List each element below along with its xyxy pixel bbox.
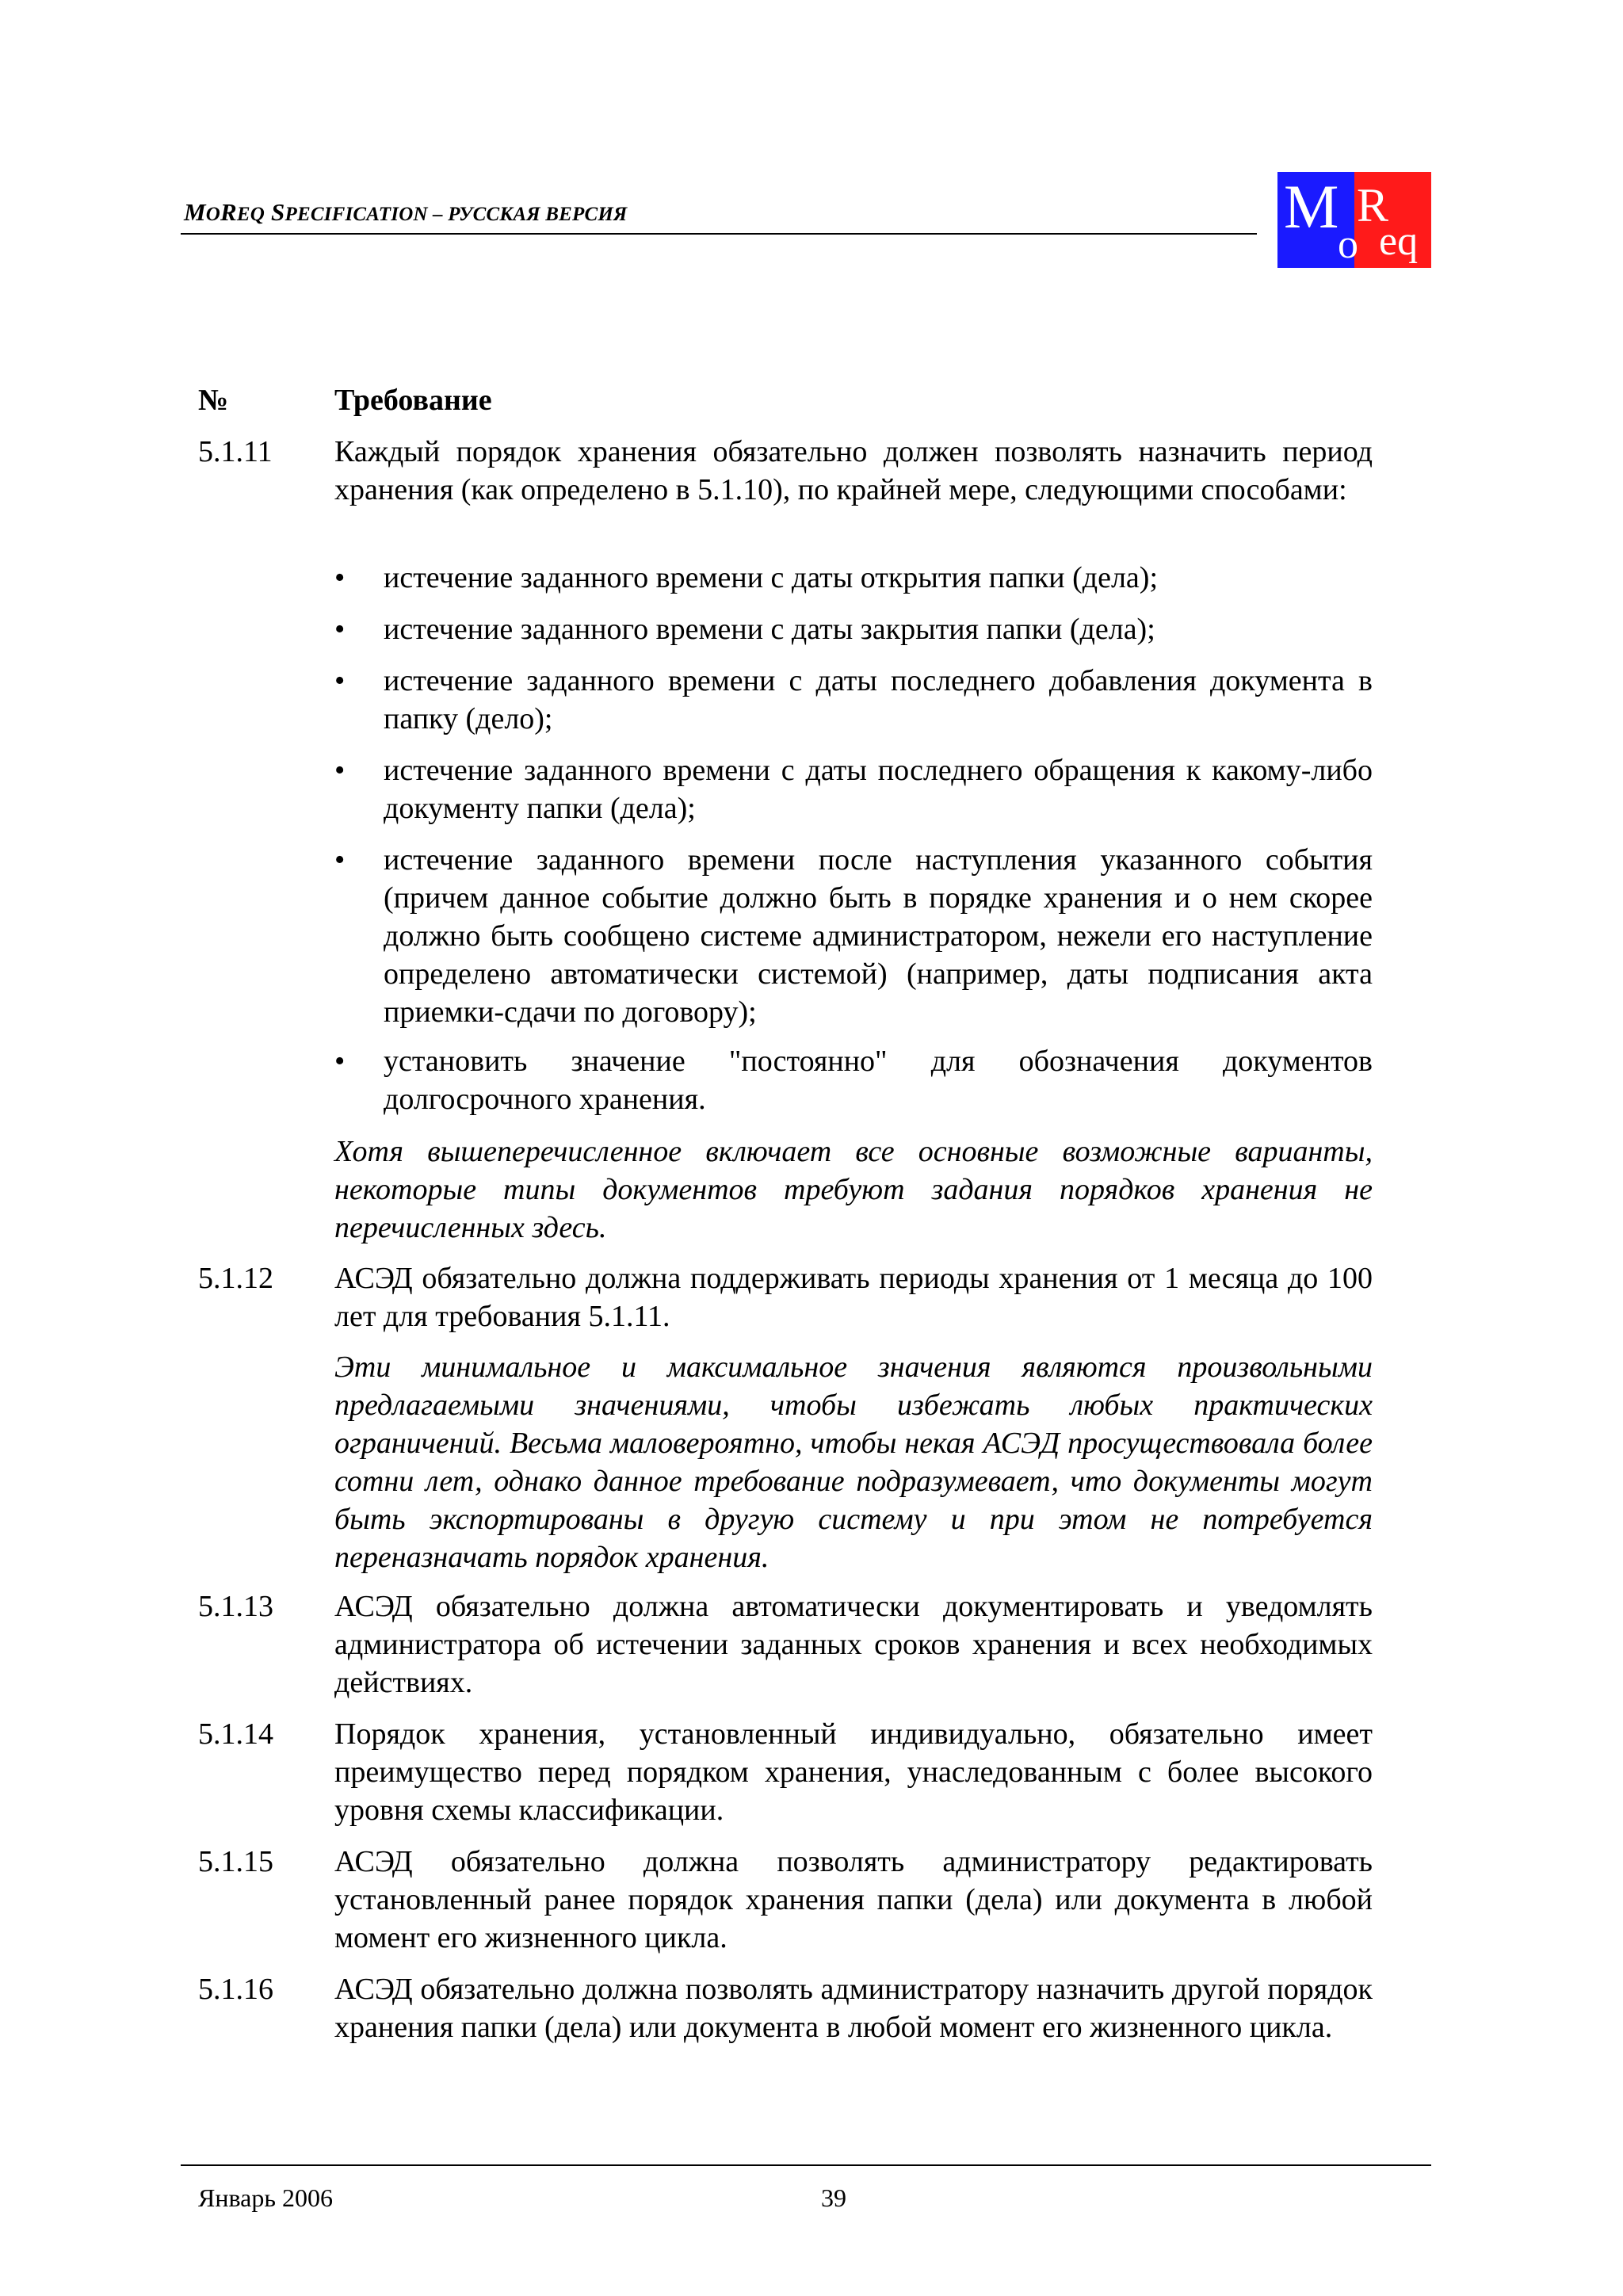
bullet-icon: • bbox=[334, 561, 346, 594]
svg-text:M: M bbox=[1284, 172, 1339, 241]
bullet-icon: • bbox=[334, 664, 346, 697]
requirement-number: 5.1.15 bbox=[198, 1845, 273, 1878]
list-item-text: истечение заданного времени с даты открытия папки (дела); bbox=[384, 561, 1158, 594]
requirement-text: Порядок хранения, установленный индивидуально, обязательно имеет преимущество перед порядком хранения, унаследованным с более высокого уровня схемы классификации. bbox=[334, 1717, 1373, 1827]
requirement-number: 5.1.14 bbox=[198, 1717, 273, 1751]
list-item-text: истечение заданного времени с даты последнего обращения к какому-либо документу папки (дела); bbox=[384, 754, 1373, 825]
list-item-text: истечение заданного времени с даты последнего добавления документа в папку (дело); bbox=[384, 664, 1373, 735]
header-text: EQ bbox=[236, 204, 265, 225]
list-item-text: истечение заданного времени с даты закрытия папки (дела); bbox=[384, 613, 1155, 646]
requirement-number: 5.1.16 bbox=[198, 1973, 273, 2006]
bullet-icon: • bbox=[334, 843, 346, 877]
svg-text:eq: eq bbox=[1379, 219, 1419, 264]
list-item-text: истечение заданного времени после наступления указанного события (причем данное событие должно быть в порядке хранения и о нем скорее должно быть сообщено системе администратором, нежели его наступление определено автоматически системой) (например, даты подписания акта приемки-сдачи по договору); bbox=[384, 843, 1373, 1029]
svg-text:R: R bbox=[1357, 179, 1389, 231]
header-text: PECIFICATION bbox=[285, 204, 428, 225]
requirement-text: АСЭД обязательно должна позволять администратору назначить другой порядок хранения папки (дела) или документа в любой момент его жизненного цикла. bbox=[334, 1973, 1373, 2044]
header-text: R bbox=[220, 198, 237, 226]
header-text: S bbox=[265, 198, 285, 226]
requirement-number: 5.1.11 bbox=[198, 435, 273, 468]
page-number: 39 bbox=[821, 2183, 846, 2212]
svg-text:o: o bbox=[1338, 222, 1358, 267]
requirement-number: 5.1.12 bbox=[198, 1262, 273, 1295]
column-header-number: № bbox=[198, 384, 229, 417]
column-header-requirement: Требование bbox=[334, 384, 492, 417]
bullet-icon: • bbox=[334, 754, 346, 787]
requirement-note: Хотя вышеперечисленное включает все основные возможные варианты, некоторые типы документов требуют задания порядков хранения не перечисленных здесь. bbox=[334, 1135, 1373, 1244]
bullet-icon: • bbox=[334, 1045, 346, 1078]
requirement-text: АСЭД обязательно должна позволять администратору редактировать установленный ранее порядок хранения папки (дела) или документа в любой момент его жизненного цикла. bbox=[334, 1845, 1373, 1954]
requirement-number: 5.1.13 bbox=[198, 1590, 273, 1623]
header-text: O bbox=[205, 204, 221, 225]
footer-date: Январь 2006 bbox=[198, 2183, 333, 2212]
footer-rule bbox=[181, 2164, 1431, 2166]
requirement-text: АСЭД обязательно должна поддерживать периоды хранения от 1 месяца до 100 лет для требования 5.1.11. bbox=[334, 1262, 1373, 1333]
header-text: M bbox=[184, 198, 206, 226]
bullet-icon: • bbox=[334, 613, 346, 646]
header-text: – РУССКАЯ ВЕРСИЯ bbox=[427, 204, 628, 225]
requirement-note: Эти минимальное и максимальное значения являются произвольными предлагаемыми значениями, чтобы избежать любых практических ограничений. Весьма маловероятно, чтобы некая АСЭД просуществовала более сотни лет, однако данное требование подразумевает, что документы могут быть экспортированы в другую систему и при этом не потребуется переназначать порядок хранения. bbox=[334, 1350, 1373, 1574]
requirement-text: Каждый порядок хранения обязательно должен позволять назначить период хранения (как определено в 5.1.10), по крайней мере, следующими способами: bbox=[334, 435, 1373, 506]
requirement-text: АСЭД обязательно должна автоматически документировать и уведомлять администратора об истечении заданных сроков хранения и всех необходимых действиях. bbox=[334, 1590, 1373, 1699]
list-item-text: установить значение "постоянно" для обозначения документов долгосрочного хранения. bbox=[384, 1045, 1373, 1116]
